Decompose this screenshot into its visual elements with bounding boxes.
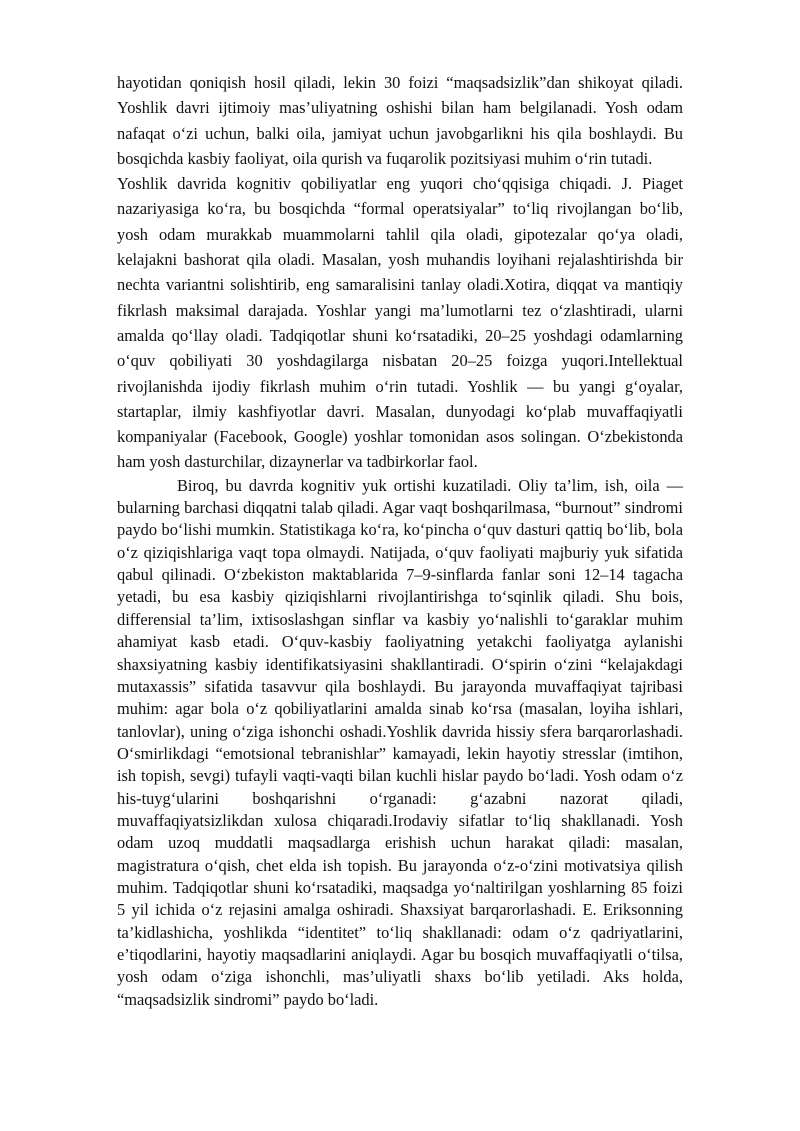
paragraph-3: Biroq, bu davrda kognitiv yuk ortishi kuzatiladi. Oliy ta’lim, ish, oila — bularning barchasi diqqatni talab qiladi. Agar vaqt boshqarilmasa, “burnout” sindromi paydo bo‘lishi mumkin. Statistikaga ko‘ra, ko‘pincha o‘quv dasturi qattiq bo‘lib, bola o‘z qiziqishlariga vaqt topa olmaydi. Natijada, o‘quv faoliyati majburiy yuk sifatida qabul qilinadi. O‘zbekiston maktablarida 7–9-sinflarda fanlar soni 12–14 tagacha yetadi, bu esa kasbiy qiziqishlarni rivojlantirishga to‘sqinlik qiladi. Shu bois, differensial ta’lim, ixtisoslashgan sinflar va kasbiy yo‘nalishli to‘garaklar muhim ahamiyat kasb etadi. O‘quv-kasbiy faoliyatning yetakchi faoliyatga aylanishi shaxsiyatning kasbiy identifikatsiyasini shakllantiradi. O‘spirin o‘zini “kelajakdagi mutaxassis” sifatida tasavvur qila boshlaydi. Bu jarayonda muvaffaqiyat tajribasi muhim: agar bola o‘z qobiliyatlarini amalda sinab ko‘rsa (masalan, loyiha ishlari, tanlovlar), uning o‘ziga ishonchi oshadi.Yoshlik davrida hissiy sfera barqarorlashadi. O‘smirlikdagi “emotsional tebranishlar” kamayadi, lekin hayotiy stresslar (imtihon, ish topish, sevgi) tufayli vaqti-vaqti bilan kuchli hislar paydo bo‘ladi. Yosh odam o‘z his-tuyg‘ularini boshqarishni o‘rganadi: g‘azabni nazorat qiladi, muvaffaqiyatsizlikdan xulosa chiqaradi.Irodaviy sifatlar to‘liq shakllanadi. Yosh odam uzoq muddatli maqsadlarga erishish uchun harakat qiladi: masalan, magistratura o‘qish, chet elda ish topish. Bu jarayonda o‘z-o‘zini motivatsiya qilish muhim. Tadqiqotlar shuni ko‘rsatadiki, maqsadga yo‘naltirilgan yoshlarning 85 foizi 5 yil ichida o‘z rejasini amalga oshiradi. Shaxsiyat barqarorlashadi. E. Eriksonning ta’kidlashicha, yoshlikda “identitet” to‘liq shakllanadi: odam o‘z qadriyatlarini, e’tiqodlarini, hayotiy maqsadlarini aniqlaydi. Agar bu bosqich muvaffaqiyatli o‘tilsa, yosh odam o‘ziga ishonchli, mas’uliyatli shaxs bo‘lib yetiladi. Aks holda, “maqsadsizlik sindromi” paydo bo‘ladi. xyxy=(117,475,683,1009)
paragraph-2: Yoshlik davrida kognitiv qobiliyatlar eng yuqori cho‘qqisiga chiqadi. J. Piaget nazariyasiga ko‘ra, bu bosqichda “formal operatsiyalar” to‘liq rivojlangan bo‘lib, yosh odam murakkab muammolarni tahlil qila oladi, gipotezalar qo‘ya oladi, kelajakni bashorat qila oladi. Masalan, yosh muhandis loyihani rejalashtirishda bir nechta variantni solishtirib, eng samaralisini tanlay oladi.Xotira, diqqat va mantiqiy fikrlash maksimal darajada. Yoshlar yangi ma’lumotlarni tez o‘zlashtiradi, ularni amalda qo‘llay oladi. Tadqiqotlar shuni ko‘rsatadiki, 20–25 yoshdagi odamlarning o‘quv qobiliyati 30 yoshdagilarga nisbatan 20–25 foizga yuqori.Intellektual rivojlanishda ijodiy fikrlash muhim o‘rin tutadi. Yoshlik — bu yangi g‘oyalar, startaplar, ilmiy kashfiyotlar davri. Masalan, dunyodagi ko‘plab muvaffaqiyatli kompaniyalar (Facebook, Google) yoshlar tomonidan asos solingan. O‘zbekistonda ham yosh dasturchilar, dizaynerlar va tadbirkorlar faol. xyxy=(117,174,683,472)
paragraph-1: hayotidan qoniqish hosil qiladi, lekin 30 foizi “maqsadsizlik”dan shikoyat qiladi. Yoshlik davri ijtimoiy mas’uliyatning oshishi bilan ham belgilanadi. Yosh odam nafaqat o‘zi uchun, balki oila, jamiyat uchun javobgarlikni his qila boshlaydi. Bu bosqichda kasbiy faoliyat, oila qurish va fuqarolik pozitsiyasi muhim o‘rin tutadi. xyxy=(117,73,683,168)
document-page xyxy=(117,70,683,1011)
